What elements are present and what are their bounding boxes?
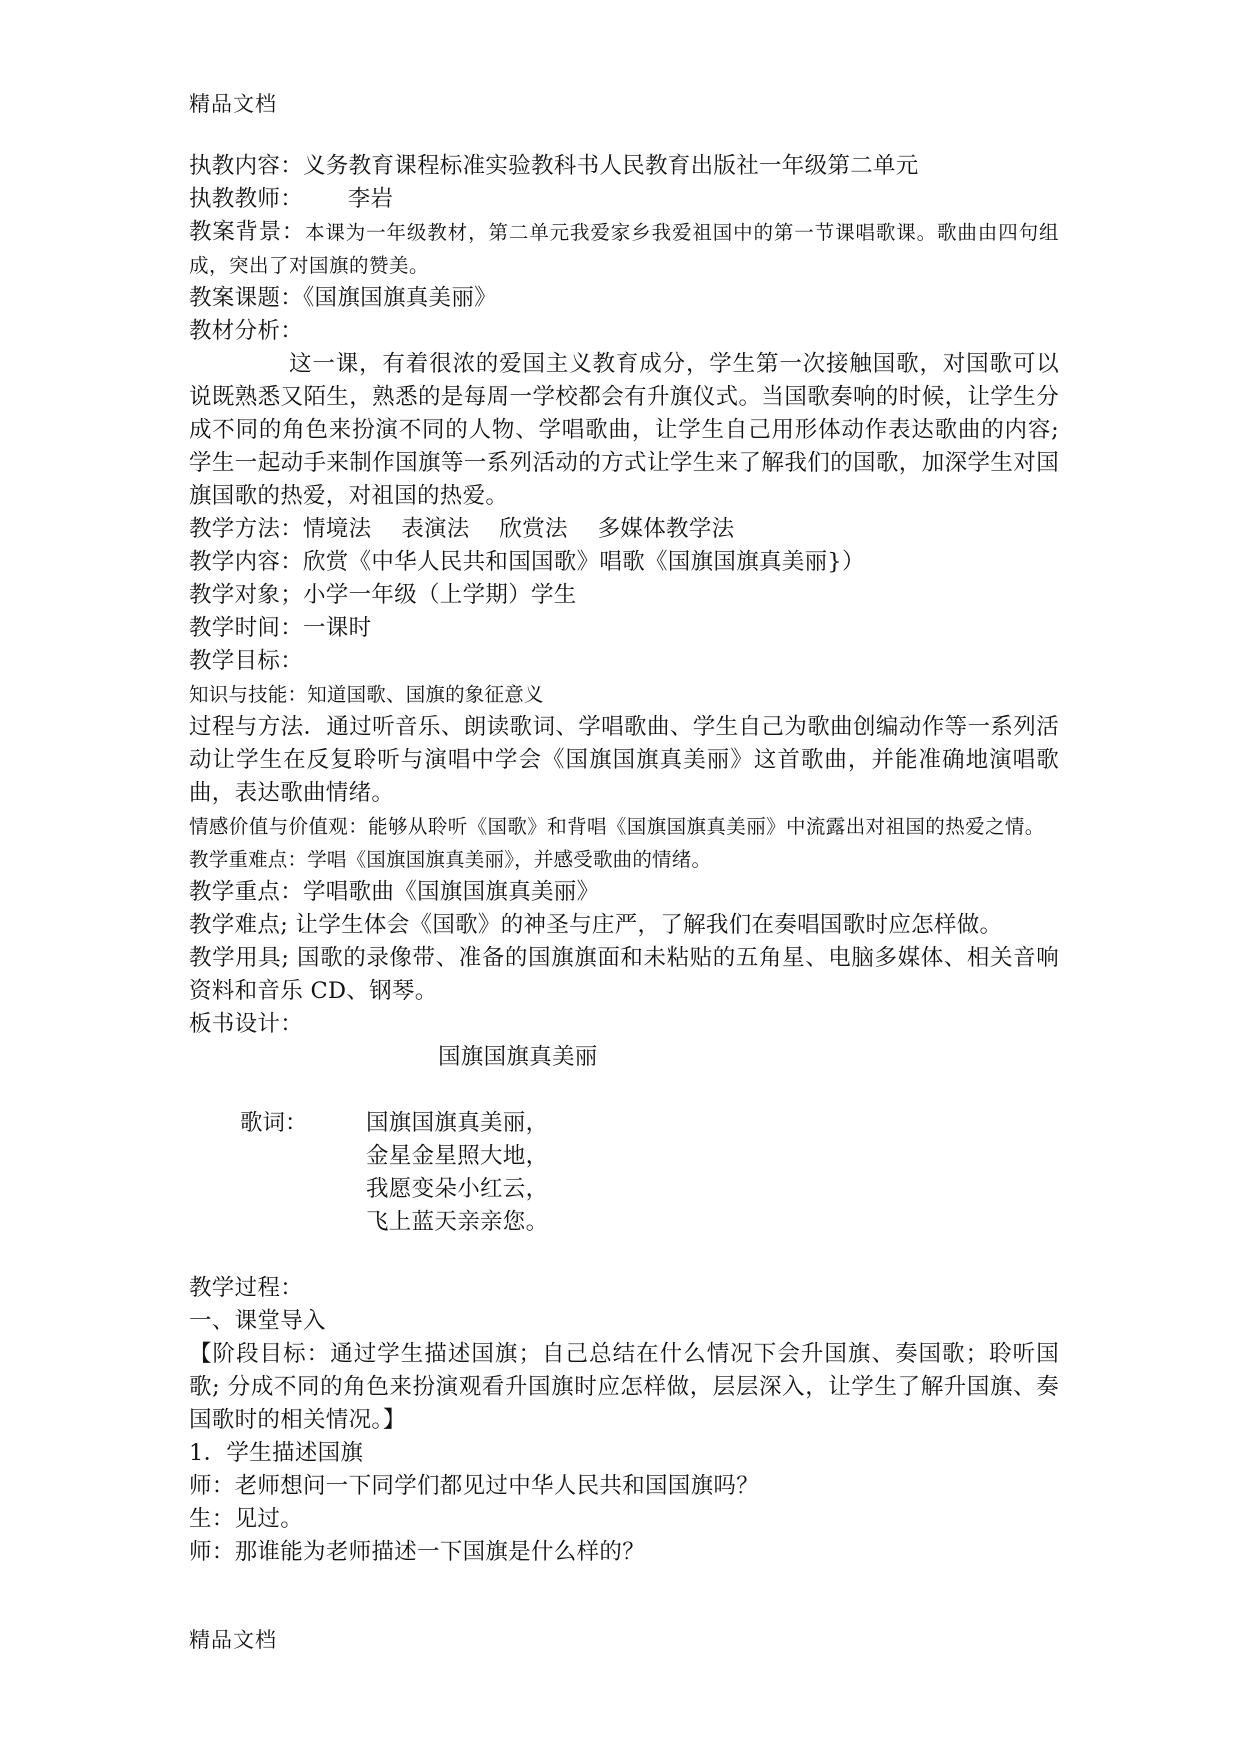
background-label: 教案背景：: [189, 219, 305, 245]
process-label: 教学过程：: [189, 1275, 304, 1301]
topic-line: 教案课题：《国旗国旗真美丽》: [189, 285, 497, 311]
lyric-line: 我愿变朵小红云，: [366, 1176, 549, 1202]
analysis-paragraph: 这一课，有着很浓的爱国主义教育成分，学生第一次接触国歌，对国歌可以说既熟悉又陌生，熟悉的是每周一学校都会有升旗仪式。当国歌奏响的时候，让学生分成不同的角色来扮演不同的人物、学唱歌曲，让学生自己用形体动作表达歌曲的内容; 学生一起动手来制作国旗等一系列活动的方式让学生来了解我们的国歌，加深学生对国旗国歌的热爱，对祖国的热爱。: [189, 351, 1059, 509]
key-line: 教学重点：学唱歌曲《国旗国旗真美丽》: [189, 879, 600, 905]
difficult-line: 教学难点; 让学生体会《国歌》的神圣与庄严，了解我们在奏唱国歌时应怎样做。: [189, 912, 1003, 938]
time-line: 教学时间：一课时: [189, 615, 372, 641]
lyric-line: 飞上蓝天亲亲您。: [366, 1209, 549, 1235]
method-line: 教学方法：情境法 表演法 欣赏法 多媒体教学法: [189, 516, 735, 542]
teaching-content-line: 执教内容：义务教育课程标准实验教科书人民教育出版社一年级第二单元: [189, 153, 919, 179]
document-body: [189, 150, 1059, 1569]
spacer: [189, 1074, 1059, 1107]
board-title: 国旗国旗真美丽: [438, 1044, 598, 1070]
step-heading: 1．学生描述国旗: [189, 1440, 364, 1466]
lyrics-label: 歌词：: [240, 1110, 308, 1136]
lyrics-lines: [366, 1107, 548, 1239]
teacher-line: 执教教师： 李岩: [189, 186, 394, 212]
dialog-line: 生：见过。: [189, 1506, 304, 1532]
goal-knowledge: 知识与技能：知道国歌、国旗的象征意义: [189, 683, 544, 706]
goals-label: 教学目标：: [189, 648, 304, 674]
dialog-line: 师：那谁能为老师描述一下国旗是什么样的？: [189, 1539, 646, 1565]
lyric-line: 国旗国旗真美丽，: [366, 1110, 549, 1136]
object-line: 教学对象；小学一年级（上学期）学生: [189, 582, 577, 608]
spacer: [189, 1239, 1059, 1272]
board-label: 板书设计：: [189, 1011, 304, 1037]
background-text: 本课为一年级教材，第二单元我爱家乡我爱祖国中的第一节课唱歌课。歌曲由四句组成，突出了对国旗的赞美。: [189, 221, 1059, 277]
key-difficult-line: 教学重难点：学唱《国旗国旗真美丽》，并感受歌曲的情绪。: [189, 848, 712, 871]
stage-goal-paragraph: 【阶段目标：通过学生描述国旗；自己总结在什么情况下会升国旗、奏国歌；聆听国歌; 分成不同的角色来扮演观看升国旗时应怎样做，层层深入，让学生了解升国旗、奏国歌时的相关情况。】: [189, 1341, 1059, 1433]
section-heading: 一、课堂导入: [189, 1308, 326, 1334]
dialog-line: 师：老师想问一下同学们都见过中华人民共和国国旗吗？: [189, 1473, 760, 1499]
teach-content-line: 教学内容：欣赏《中华人民共和国国歌》唱歌《国旗国旗真美丽}）: [189, 549, 865, 575]
page-footer: 精品文档: [189, 1628, 277, 1652]
tools-paragraph: 教学用具; 国歌的录像带、准备的国旗旗面和未粘贴的五角星、电脑多媒体、相关音响资料和音乐 CD、钢琴。: [189, 945, 1059, 1004]
page-header: 精品文档: [189, 92, 277, 116]
goal-emotion: 情感价值与价值观：能够从聆听《国歌》和背唱《国旗国旗真美丽》中流露出对祖国的热爱之情。: [189, 815, 1045, 838]
goal-process: 过程与方法．通过听音乐、朗读歌词、学唱歌曲、学生自己为歌曲创编动作等一系列活动让学生在反复聆听与演唱中学会《国旗国旗真美丽》这首歌曲，并能准确地演唱歌曲，表达歌曲情绪。: [189, 714, 1059, 806]
analysis-label: 教材分析：: [189, 318, 304, 344]
lyrics-block: [189, 1107, 1059, 1239]
background-paragraph: [189, 216, 1059, 282]
lyric-line: 金星金星照大地，: [366, 1143, 549, 1169]
